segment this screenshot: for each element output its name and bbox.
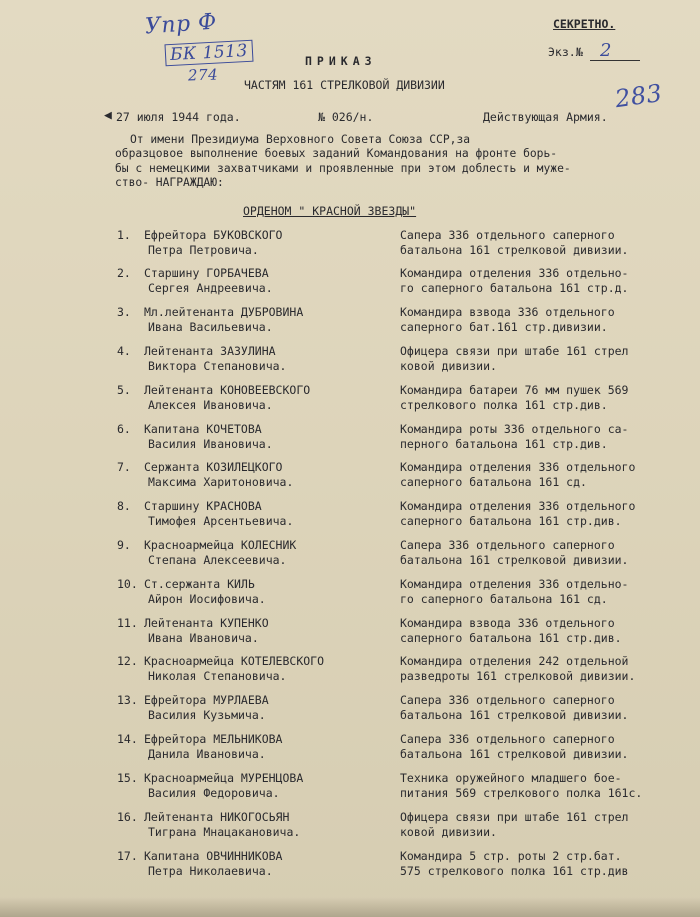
entry-num: 7. bbox=[117, 460, 131, 474]
entry-role-line2: батальона 161 стрелковой дивизии. bbox=[400, 243, 629, 257]
entry-num: 5. bbox=[117, 383, 131, 397]
entry-role-line1: Сапера 336 отдельного саперного bbox=[400, 538, 615, 552]
entry-name-line1: Лейтенанта КУПЕНКО bbox=[144, 616, 269, 630]
entry-num: 10. bbox=[117, 577, 138, 591]
entry-role-line2: разведроты 161 стрелковой дивизии. bbox=[400, 669, 636, 683]
entry-name-line1: Ефрейтора БУКОВСКОГО bbox=[144, 228, 283, 242]
copy-label-text: Экз.№ bbox=[548, 45, 583, 59]
entry-role-line2: саперного батальона 161 стр.див. bbox=[400, 631, 622, 645]
entry-name-line1: Капитана ОВЧИННИКОВА bbox=[144, 849, 283, 863]
awardee-entry bbox=[0, 771, 700, 809]
entry-name-line1: Старшину ГОРБАЧЕВА bbox=[144, 266, 269, 280]
entry-role-line1: Командира отделения 242 отдельной bbox=[400, 654, 629, 668]
awardee-entry bbox=[0, 383, 700, 421]
preamble-line: бы с немецкими захватчиками и проявленные при этом доблесть и муже- bbox=[115, 161, 571, 175]
entry-role-line2: батальона 161 стрелковой дивизии. bbox=[400, 747, 629, 761]
entry-role-line1: Командира отделения 336 отдельно- bbox=[400, 266, 629, 280]
entry-name-line2: Айрон Иосифовича. bbox=[148, 592, 266, 606]
entry-num: 15. bbox=[117, 771, 138, 785]
order-subtitle: ЧАСТЯМ 161 СТРЕЛКОВОЙ ДИВИЗИИ bbox=[244, 78, 445, 92]
entry-role-line1: Офицера связи при штабе 161 стрел bbox=[400, 344, 629, 358]
entry-role-line1: Командира взвода 336 отдельного bbox=[400, 305, 615, 319]
awardee-entry bbox=[0, 499, 700, 537]
entry-num: 13. bbox=[117, 693, 138, 707]
entry-name-line1: Красноармейца МУРЕНЦОВА bbox=[144, 771, 304, 785]
entry-role-line2: ковой дивизии. bbox=[400, 359, 497, 373]
order-number: № 026/н. bbox=[318, 110, 374, 124]
entry-name-line1: Старшину КРАСНОВА bbox=[144, 499, 262, 513]
entry-role-line2: го саперного батальона 161 сд. bbox=[400, 592, 608, 606]
preamble-line: От имени Президиума Верховного Совета Союза ССР,за bbox=[130, 133, 471, 146]
entry-role-line1: Командира роты 336 отдельного са- bbox=[400, 422, 629, 436]
entry-name-line2: Петра Николаевича. bbox=[148, 864, 273, 878]
entry-role-line1: Сапера 336 отдельного саперного bbox=[400, 732, 615, 746]
entry-name-line2: Сергея Андреевича. bbox=[148, 281, 273, 295]
awardee-entry bbox=[0, 616, 700, 654]
awardee-entry bbox=[0, 266, 700, 304]
entry-role-line1: Командира взвода 336 отдельного bbox=[400, 616, 615, 630]
awardee-entry bbox=[0, 849, 700, 887]
entry-name-line1: Ст.сержанта КИЛЬ bbox=[144, 577, 255, 591]
page-edge-shadow bbox=[0, 897, 700, 917]
award-heading: ОРДЕНОМ " КРАСНОЙ ЗВЕЗДЫ" bbox=[243, 204, 417, 218]
entry-num: 9. bbox=[117, 538, 131, 552]
secret-stamp: СЕКРЕТНО. bbox=[553, 17, 616, 31]
entry-role-line1: Техника оружейного младшего бое- bbox=[400, 771, 622, 785]
entry-role-line1: Командира отделения 336 отдельно- bbox=[400, 577, 629, 591]
entry-num: 2. bbox=[117, 266, 131, 280]
handwritten-note-1: Упр Ф bbox=[144, 9, 218, 40]
entry-name-line2: Алексея Ивановича. bbox=[148, 398, 273, 412]
entry-name-line1: Лейтенанта ЗАЗУЛИНА bbox=[144, 344, 276, 358]
entry-num: 11. bbox=[117, 616, 138, 630]
entry-name-line2: Степана Алексеевича. bbox=[148, 553, 287, 567]
entry-num: 6. bbox=[117, 422, 131, 436]
entry-role-line1: Командира батареи 76 мм пушек 569 bbox=[400, 383, 629, 397]
entry-name-line2: Василия Федоровича. bbox=[148, 786, 280, 800]
awardee-entry bbox=[0, 344, 700, 382]
entry-name-line2: Ивана Васильевича. bbox=[148, 320, 273, 334]
entry-num: 14. bbox=[117, 732, 138, 746]
entry-role-line2: батальона 161 стрелковой дивизии. bbox=[400, 553, 629, 567]
entry-num: 17. bbox=[117, 849, 138, 863]
entry-name-line2: Петра Петровича. bbox=[148, 243, 259, 257]
order-army: Действующая Армия. bbox=[483, 110, 608, 124]
entry-num: 12. bbox=[117, 654, 138, 668]
awardee-entry bbox=[0, 654, 700, 692]
entry-name-line2: Виктора Степановича. bbox=[148, 359, 287, 373]
preamble-line: образцовое выполнение боевых заданий Командования на фронте борь- bbox=[115, 147, 558, 161]
entry-role-line2: саперного бат.161 стр.дивизии. bbox=[400, 320, 608, 334]
entry-name-line2: Тиграна Мнацакановича. bbox=[148, 825, 301, 839]
entry-name-line1: Ефрейтора МЕЛЬНИКОВА bbox=[144, 732, 283, 746]
entry-role-line2: стрелкового полка 161 стр.див. bbox=[400, 398, 608, 412]
awardee-entry bbox=[0, 305, 700, 343]
entry-role-line2: батальона 161 стрелковой дивизии. bbox=[400, 708, 629, 722]
awardee-entry bbox=[0, 228, 700, 266]
awardee-entry bbox=[0, 693, 700, 731]
copy-number-value: 2 bbox=[600, 40, 612, 61]
entry-role-line2: саперного батальона 161 сд. bbox=[400, 475, 587, 489]
entry-role-line1: Командира отделения 336 отдельного bbox=[400, 460, 636, 474]
awardee-entry bbox=[0, 577, 700, 615]
entry-role-line2: 575 стрелкового полка 161 стр.див bbox=[400, 864, 629, 878]
entry-num: 8. bbox=[117, 499, 131, 513]
entry-role-line1: Командира 5 стр. роты 2 стр.бат. bbox=[400, 849, 622, 863]
order-title: ПРИКАЗ bbox=[305, 54, 377, 68]
entry-name-line1: Сержанта КОЗИЛЕЦКОГО bbox=[144, 460, 283, 474]
entry-role-line1: Сапера 336 отдельного саперного bbox=[400, 693, 615, 707]
entry-role-line2: питания 569 стрелкового полка 161с. bbox=[400, 786, 643, 800]
awardee-entry bbox=[0, 422, 700, 460]
order-date: 27 июля 1944 года. bbox=[116, 110, 241, 124]
entry-name-line2: Василия Кузьмича. bbox=[148, 708, 266, 722]
awardee-entry bbox=[0, 460, 700, 498]
entry-name-line1: Лейтенанта КОНОВЕЕВСКОГО bbox=[144, 383, 311, 397]
entry-name-line2: Максима Харитоновича. bbox=[148, 475, 294, 489]
copy-number-underline bbox=[590, 60, 640, 61]
handwritten-folio-number: 283 bbox=[613, 78, 665, 114]
entry-name-line2: Данила Ивановича. bbox=[148, 747, 266, 761]
entry-num: 1. bbox=[117, 228, 131, 242]
entry-name-line1: Мл.лейтенанта ДУБРОВИНА bbox=[144, 305, 304, 319]
entry-name-line2: Василия Ивановича. bbox=[148, 437, 273, 451]
entry-num: 4. bbox=[117, 344, 131, 358]
copy-number-label bbox=[548, 45, 583, 59]
entry-num: 16. bbox=[117, 810, 138, 824]
entry-name-line1: Лейтенанта НИКОГОСЬЯН bbox=[144, 810, 290, 824]
entry-role-line1: Офицера связи при штабе 161 стрел bbox=[400, 810, 629, 824]
preamble-paragraph bbox=[115, 133, 571, 191]
entry-role-line1: Сапера 336 отдельного саперного bbox=[400, 228, 615, 242]
entry-name-line2: Николая Степановича. bbox=[148, 669, 287, 683]
preamble-line: ство- НАГРАЖДАЮ: bbox=[115, 176, 224, 190]
handwritten-note-2: БК 1513 bbox=[164, 40, 253, 67]
handwritten-note-3: 274 bbox=[187, 65, 219, 85]
awardee-entry bbox=[0, 810, 700, 848]
entry-num: 3. bbox=[117, 305, 131, 319]
entry-role-line2: перного батальона 161 стр.див. bbox=[400, 437, 608, 451]
entry-name-line1: Красноармейца КОЛЕСНИК bbox=[144, 538, 297, 552]
entry-role-line1: Командира отделения 336 отдельного bbox=[400, 499, 636, 513]
entry-name-line1: Ефрейтора МУРЛАЕВА bbox=[144, 693, 269, 707]
awardee-entry bbox=[0, 732, 700, 770]
awardee-entry bbox=[0, 538, 700, 576]
entry-role-line2: го саперного батальона 161 стр.д. bbox=[400, 281, 629, 295]
entry-name-line1: Капитана КОЧЕТОВА bbox=[144, 422, 262, 436]
entry-name-line1: Красноармейца КОТЕЛЕВСКОГО bbox=[144, 654, 325, 668]
entry-role-line2: ковой дивизии. bbox=[400, 825, 497, 839]
entry-name-line2: Ивана Ивановича. bbox=[148, 631, 259, 645]
entry-name-line2: Тимофея Арсентьевича. bbox=[148, 514, 294, 528]
entry-role-line2: саперного батальона 161 стр.див. bbox=[400, 514, 622, 528]
margin-arrow-icon: ◀ bbox=[104, 108, 112, 123]
